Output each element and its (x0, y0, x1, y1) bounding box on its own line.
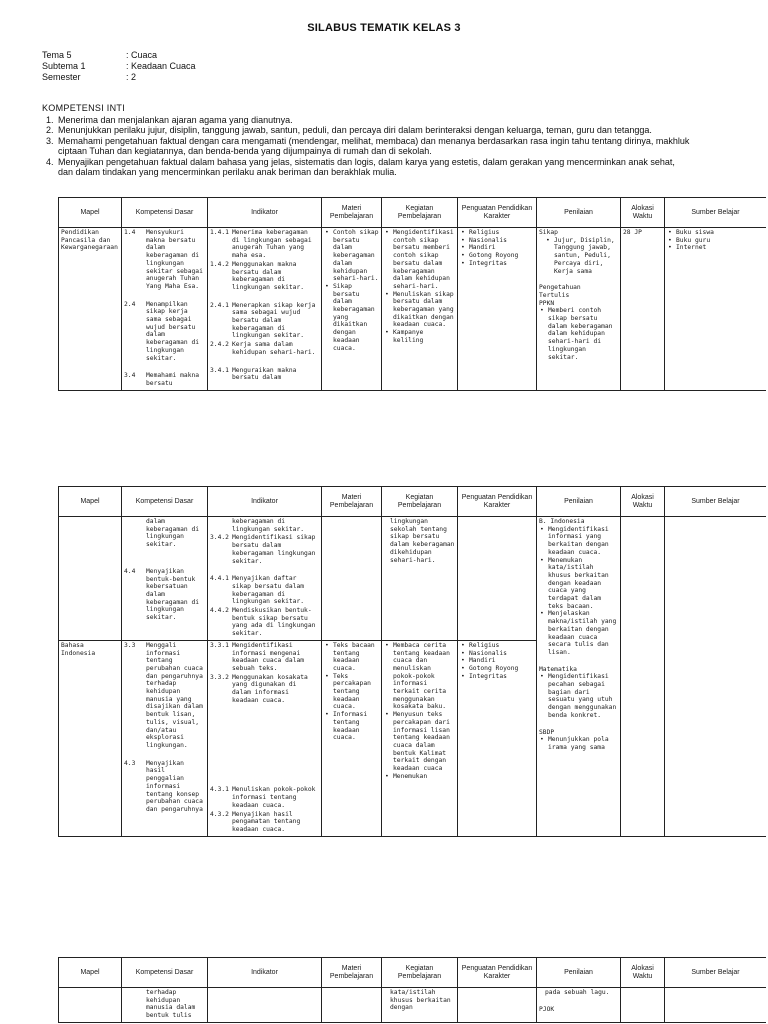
kegiatan-item: • Menemukan (384, 773, 455, 781)
kd-number: 3.4 (124, 372, 136, 380)
sumber-list (667, 229, 764, 252)
ppk-item: • Gotong Royong (460, 252, 534, 260)
indikator-text: Menggunakan makna bersatu dalam keberagaman di lingkungan sekitar. (232, 260, 305, 291)
indikator-item (210, 642, 319, 673)
kd-text: Menggali informasi tentang perubahan cuaca dan pengaruhnya terhadap kehidupan manusia yang disajikan dalam bentuk lisan, tulis, visual, dan/atau eksplorasi lingkungan. (146, 641, 203, 749)
kompetensi-inti (42, 103, 690, 178)
indikator-text: Mendiskusikan bentuk-bentuk sikap bersatu yang ada di lingkungan sekitar. (232, 607, 316, 638)
table-header-row (59, 487, 767, 517)
kd-text: dalam keberagaman di lingkungan sekitar. (146, 518, 200, 549)
penilaian-item: • Memberi contoh sikap bersatu dalam keberagaman dalam kehidupan sehari-hari di lingkungan sekitar. (539, 307, 618, 361)
sumber-item: • Buku guru (667, 237, 764, 245)
header-ppk: Penguatan Pendidikan Karakter (458, 487, 537, 517)
indikator-text: Mengidentifikasi sikap bersatu dalam keberagaman lingkungan sekitar. (232, 534, 316, 565)
header-mapel: Mapel (59, 958, 122, 988)
header-alokasi: Alokasi Waktu (621, 198, 665, 228)
penilaian-item: • Menjelaskan makna/istilah yang berkaitan dengan keadaan cuaca secara tulis dan lisan. (539, 610, 618, 656)
syllabus-table (58, 957, 766, 1023)
cell-materi (322, 228, 382, 391)
indikator-number: 4.3.1 (210, 786, 229, 794)
kd-text: terhadap kehidupan manusia dalam bentuk tulis (146, 989, 196, 1020)
cell-indikator (208, 517, 322, 641)
indikator-text: Menerima keberagaman di lingkungan sebagai anugerah Tuhan yang maha esa. (232, 229, 312, 260)
header-alokasi: Alokasi Waktu (621, 487, 665, 517)
cell-sumber (665, 517, 767, 837)
kompetensi-inti-title: KOMPETENSI INTI (42, 103, 126, 113)
cell-kompetensi-dasar (122, 517, 208, 641)
syllabus-table (58, 486, 766, 837)
kd-text: Menyajikan hasil penggalian informasi tentang konsep perubahan cuaca dan pengaruhnya (146, 759, 203, 813)
indikator-item (210, 302, 319, 341)
cell-sumber (665, 988, 767, 1023)
header-ppk: Penguatan Pendidikan Karakter (458, 198, 537, 228)
indikator-number: 1.4.1 (210, 229, 229, 236)
cell-kegiatan (382, 517, 458, 641)
cell-kegiatan (382, 640, 458, 836)
header-penilaian: Penilaian (537, 487, 621, 517)
header-kegiatan: Kegiatan Pembelajaran (382, 487, 458, 517)
penilaian-sikap-title: Sikap (539, 229, 558, 236)
kegiatan-list (384, 642, 455, 781)
ppk-list (460, 642, 534, 681)
cell-kegiatan (382, 988, 458, 1023)
kd-item (124, 989, 205, 1020)
cell-ppk (458, 228, 537, 391)
indikator-item (210, 367, 319, 382)
cell-indikator (208, 640, 322, 836)
kd-text: Memahami makna bersatu (146, 372, 200, 387)
indikator-item (210, 534, 319, 565)
table-row (59, 228, 767, 391)
header-mapel: Mapel (59, 487, 122, 517)
cell-alokasi: 28 JP (621, 228, 665, 391)
indikator-text: Menguraikan makna bersatu dalam (232, 366, 297, 382)
page-title: SILABUS TEMATIK KELAS 3 (307, 22, 461, 34)
indikator-text: Menyajikan daftar sikap bersatu dalam keberagaman di lingkungan sekitar. (232, 575, 305, 606)
materi-item: • Informasi tentang keadaan cuaca. (324, 711, 379, 742)
meta-value: : Keadaan Cuaca (126, 61, 196, 71)
penilaian-item: • Menunjukkan pola irama yang sama (539, 736, 618, 751)
penilaian-sbdp-title: SBDP (539, 728, 555, 736)
materi-item: • Contoh sikap bersatu dalam keberagaman dalam kehidupan sehari-hari. (324, 229, 379, 283)
cell-mapel: Pendidikan Pancasila dan Kewarganegaraan (59, 228, 122, 391)
penilaian-tertulis: Tertulis (539, 291, 570, 299)
penilaian-sbdp-list (539, 736, 618, 751)
kegiatan-continuation: lingkungan sekolah tentang sikap bersatu dalam keberagaman dikehidupan sehari-hari. (390, 518, 455, 564)
header-materi: Materi Pembelajaran (322, 958, 382, 988)
meta-label: Tema 5 (42, 50, 72, 60)
ppk-list (460, 229, 534, 268)
indikator-text: Mengidentifikasi informasi mengenai keadaan cuaca dalam sebuah teks. (232, 641, 305, 672)
indikator-item (210, 674, 319, 705)
header-kompetensi-dasar: Kompetensi Dasar (122, 958, 208, 988)
indikator-item (210, 229, 319, 260)
meta-row-tema (42, 50, 196, 61)
indikator-item (210, 518, 319, 533)
header-penilaian: Penilaian (537, 958, 621, 988)
kd-item (124, 372, 205, 387)
kegiatan-item: • Kampanye keliling (384, 329, 455, 344)
kd-item (124, 568, 205, 622)
syllabus-table-1 (58, 197, 766, 436)
kd-number: 4.4 (124, 567, 136, 575)
kd-number: 3.3 (124, 641, 136, 649)
cell-materi (322, 988, 382, 1023)
indikator-text: Menyajikan hasil pengamatan tentang keadaan cuaca. (232, 810, 301, 833)
header-indikator: Indikator (208, 487, 322, 517)
cell-mapel (59, 517, 122, 641)
indikator-text: keberagaman di lingkungan sekitar. (232, 518, 305, 533)
cell-alokasi (621, 517, 665, 837)
penilaian-sikap-list (545, 237, 618, 276)
meta-value: : 2 (126, 72, 137, 82)
cell-mapel: Bahasa Indonesia (59, 640, 122, 836)
header-penilaian: Penilaian (537, 198, 621, 228)
indikator-number: 2.4.2 (210, 341, 229, 349)
header-mapel: Mapel (59, 198, 122, 228)
indikator-text: Kerja sama dalam kehidupan sehari-hari. (232, 341, 316, 356)
cell-materi (322, 640, 382, 836)
penilaian-bind-title: B. Indonesia (539, 518, 585, 525)
penilaian-mat-list (539, 673, 618, 719)
cell-ppk (458, 988, 537, 1023)
indikator-number: 3.4.2 (210, 534, 229, 542)
kd-number: 1.4 (124, 229, 136, 236)
table-header-row (59, 198, 767, 228)
kd-item (124, 518, 205, 549)
ppk-item: • Nasionalis (460, 650, 534, 658)
kegiatan-item: • Mengidentifikasi contoh sikap bersatu memberi contoh sikap bersatu dalam keberagaman dalam kehidupan sehari-hari. (384, 229, 455, 291)
meta-row-subtema (42, 61, 196, 72)
penilaian-item: • Menemukan kata/istilah khusus berkaitan dengan keadaan cuaca yang terdapat dalam teks bacaan. (539, 557, 618, 611)
document-meta (42, 50, 196, 83)
indikator-text: Menggunakan kosakata yang digunakan di dalam informasi keadaan cuaca. (232, 673, 308, 704)
indikator-number: 2.4.1 (210, 301, 229, 309)
ppk-item: • Mandiri (460, 244, 534, 252)
kegiatan-item: • Menuliskan sikap bersatu dalam keberagaman yang dikaitkan dengan keadaan cuaca. (384, 291, 455, 330)
header-kompetensi-dasar: Kompetensi Dasar (122, 198, 208, 228)
indikator-number: 4.4.1 (210, 575, 229, 583)
penilaian-item: • Mengidentifikasi informasi yang berkaitan dengan keadaan cuaca. (539, 526, 618, 557)
materi-list (324, 642, 379, 742)
penilaian-item: • Mengidentifikasi pecahan sebagai bagian dari sesuatu yang utuh dengan menggunakan benda konkret. (539, 673, 618, 719)
indikator-number: 1.4.2 (210, 260, 229, 268)
cell-alokasi (621, 988, 665, 1023)
ki-item: 2. Menunjukkan perilaku jujur, disiplin, tanggung jawab, santun, peduli, dan percaya diri dalam berinteraksi dengan keluarga, teman, guru dan tetangga. (56, 125, 690, 136)
indikator-number: 4.4.2 (210, 607, 229, 615)
penilaian-item: • Jujur, Disiplin, Tanggung jawab, santun, Peduli, Percaya diri, Kerja sama (545, 237, 618, 276)
ppk-item: • Gotong Royong (460, 665, 534, 673)
cell-kompetensi-dasar (122, 228, 208, 391)
ki-item: 4. Menyajikan pengetahuan faktual dalam bahasa yang jelas, sistematis dan logis, dalam karya yang estetis, dalam gerakan yang mencerminkan anak sehat, dan dalam tindakan yang mencerminkan perilaku anak beriman dan berakhlak mulia. (56, 157, 690, 178)
cell-ppk (458, 640, 537, 836)
penilaian-pengetahuan-title: Pengetahuan (539, 284, 581, 292)
indikator-item (210, 261, 319, 292)
cell-kompetensi-dasar (122, 988, 208, 1023)
syllabus-table-3 (58, 957, 766, 1024)
indikator-item (210, 811, 319, 834)
header-materi: Materi Pembelajaran (322, 487, 382, 517)
kegiatan-continuation: kata/istilah khusus berkaitan dengan (390, 989, 451, 1012)
ppk-item: • Religius (460, 229, 534, 237)
header-materi: Materi Pembelajaran (322, 198, 382, 228)
header-sumber: Sumber Belajar (665, 487, 767, 517)
ki-item: 3. Memahami pengetahuan faktual dengan cara mengamati (mendengar, melihat, membaca) dan menanya berdasarkan rasa ingin tahu tentang dirinya, makhluk ciptaan Tuhan dan kegiatannya, dan benda-benda yang dijumpainya di rumah dan di sekolah. (56, 136, 690, 157)
materi-item: • Sikap bersatu dalam keberagaman yang dikaitkan dengan keadaan cuaca. (324, 283, 379, 352)
kd-item (124, 760, 205, 814)
indikator-item (210, 575, 319, 606)
indikator-number: 3.3.1 (210, 641, 229, 649)
kd-text: Mensyukuri makna bersatu dalam keberagaman di lingkungan sekitar sebagai anugerah Tuhan Yang Maha Esa. (146, 229, 203, 290)
meta-label: Semester (42, 72, 81, 82)
ppk-item: • Integritas (460, 673, 534, 681)
penilaian-ppkn-title: PPKN (539, 299, 555, 307)
table-header-row (59, 958, 767, 988)
syllabus-table (58, 197, 766, 391)
kegiatan-list (384, 229, 455, 345)
cell-materi (322, 517, 382, 641)
kd-item (124, 229, 205, 291)
cell-mapel (59, 988, 122, 1023)
materi-list (324, 229, 379, 352)
table-row (59, 988, 767, 1023)
kd-number: 2.4 (124, 300, 136, 308)
cell-penilaian (537, 517, 621, 837)
cell-penilaian (537, 228, 621, 391)
cell-penilaian (537, 988, 621, 1023)
kd-item (124, 642, 205, 750)
indikator-number: 3.3.2 (210, 673, 229, 681)
sumber-item: • Internet (667, 244, 764, 252)
ppk-item: • Integritas (460, 260, 534, 268)
ppk-item: • Nasionalis (460, 237, 534, 245)
penilaian-bind-list (539, 526, 618, 657)
header-kompetensi-dasar: Kompetensi Dasar (122, 487, 208, 517)
materi-item: • Teks bacaan tentang keadaan cuaca. (324, 642, 379, 673)
indikator-item (210, 607, 319, 638)
cell-kegiatan (382, 228, 458, 391)
indikator-item (210, 341, 319, 356)
penilaian-mat-title: Matematika (539, 665, 577, 673)
penilaian-ppkn-list (539, 307, 618, 361)
header-alokasi: Alokasi Waktu (621, 958, 665, 988)
meta-row-semester (42, 72, 196, 83)
indikator-item (210, 786, 319, 809)
indikator-text: Menuliskan pokok-pokok informasi tentang keadaan cuaca. (232, 786, 316, 809)
ppk-item: • Religius (460, 642, 534, 650)
header-indikator: Indikator (208, 958, 322, 988)
kompetensi-inti-list (42, 115, 690, 178)
ki-item: 1. Menerima dan menjalankan ajaran agama yang dianutnya. (56, 115, 690, 126)
sumber-item: • Buku siswa (667, 229, 764, 237)
header-sumber: Sumber Belajar (665, 958, 767, 988)
kd-text: Menampilkan sikap kerja sama sebagai wujud bersatu dalam keberagaman di lingkungan sekitar. (146, 300, 200, 362)
penilaian-pjok-title: PJOK (539, 1005, 555, 1013)
header-kegiatan: Kegiatan Pembelajaran (382, 198, 458, 228)
kegiatan-item: • Menyusun teks percakapan dari informasi lisan tentang keadaan cuaca dalam bentuk Kalimat terkait dengan keadaan cuaca (384, 711, 455, 773)
header-ppk: Penguatan Pendidikan Karakter (458, 958, 537, 988)
cell-kompetensi-dasar (122, 640, 208, 836)
meta-value: : Cuaca (126, 50, 158, 60)
cell-sumber (665, 228, 767, 391)
kegiatan-item: • Membaca cerita tentang keadaan cuaca dan menuliskan pokok-pokok informasi terkait cerita menggunakan kosakata baku. (384, 642, 455, 711)
penilaian-continuation: pada sebuah lagu. (545, 989, 610, 996)
kd-item (124, 301, 205, 363)
header-indikator: Indikator (208, 198, 322, 228)
materi-item: • Teks percakapan tentang keadaan cuaca. (324, 673, 379, 712)
cell-ppk (458, 517, 537, 641)
indikator-number: 4.3.2 (210, 810, 229, 818)
cell-indikator (208, 988, 322, 1023)
header-sumber: Sumber Belajar (665, 198, 767, 228)
kd-text: Menyajikan bentuk-bentuk kebersatuan dalam keberagaman di lingkungan sekitar. (146, 567, 200, 622)
indikator-text: Menerapkan sikap kerja sama sebagai wujud bersatu dalam keberagaman di lingkungan sekitar. (232, 301, 316, 340)
meta-label: Subtema 1 (42, 61, 86, 71)
table-row (59, 517, 767, 641)
syllabus-table-2 (58, 486, 766, 895)
ppk-item: • Mandiri (460, 657, 534, 665)
indikator-number: 3.4.1 (210, 366, 229, 374)
cell-indikator (208, 228, 322, 391)
header-kegiatan: Kegiatan Pembelajaran (382, 958, 458, 988)
kd-number: 4.3 (124, 759, 136, 767)
